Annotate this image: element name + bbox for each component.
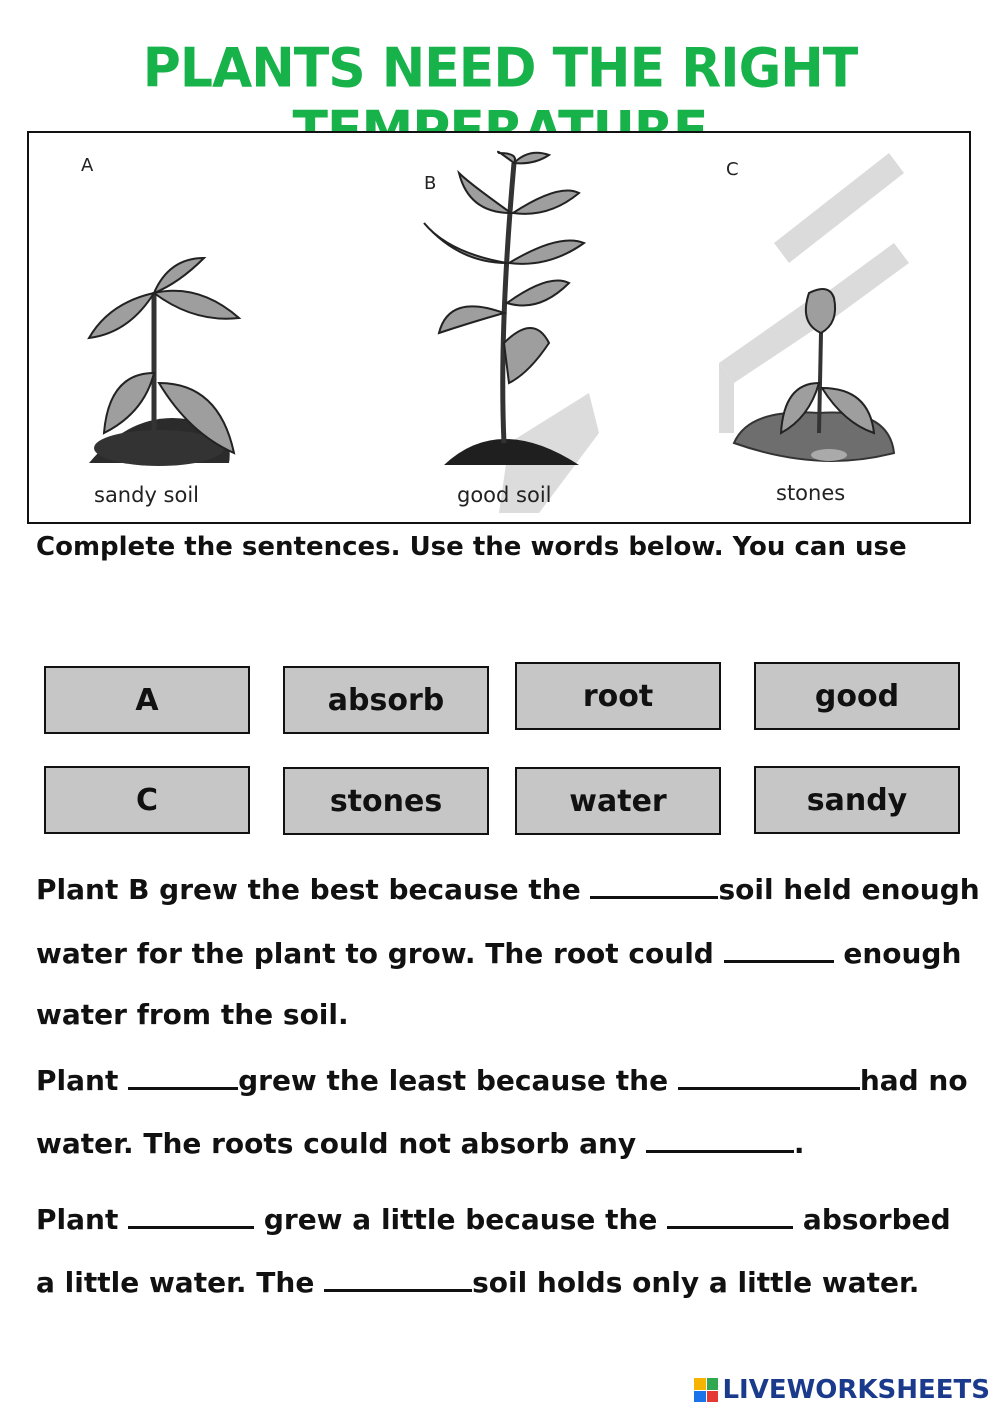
sentence-text: enough: [833, 937, 962, 970]
sentence-1-line-1: [36, 870, 980, 906]
sentence-1-line-3: water from the soil.: [36, 998, 349, 1031]
sentence-text: .: [793, 1127, 805, 1160]
blank-2[interactable]: [724, 934, 834, 963]
blank-3[interactable]: [128, 1061, 238, 1090]
panel-letter-c: C: [726, 159, 739, 180]
caption-sandy-soil: sandy soil: [94, 483, 200, 507]
sentence-2-line-1: [36, 1061, 968, 1097]
sentence-text: a little water. The: [36, 1266, 325, 1299]
plant-a-drawing: [89, 258, 239, 466]
page-title: PLANTS NEED THE RIGHT: [142, 37, 858, 100]
word-box-good[interactable]: good: [754, 662, 960, 730]
sentence-text: grew a little because the: [254, 1203, 668, 1236]
sentence-text: Plant: [36, 1203, 129, 1236]
caption-good-soil: good soil: [457, 483, 552, 507]
instructions-text: Complete the sentences. Use the words below. You can use: [36, 532, 907, 562]
sentence-text: Plant: [36, 1064, 129, 1097]
blank-8[interactable]: [324, 1263, 472, 1292]
liveworksheets-brand[interactable]: [694, 1375, 990, 1405]
word-box-absorb[interactable]: absorb: [283, 666, 489, 734]
word-box-c[interactable]: C: [44, 766, 250, 834]
word-box-sandy[interactable]: sandy: [754, 766, 960, 834]
plants-illustration: [27, 131, 971, 524]
brand-text: LIVEWORKSHEETS: [722, 1375, 990, 1405]
sentence-text: soil held enough: [718, 873, 980, 906]
sentence-text: grew the least because the: [238, 1064, 678, 1097]
sentence-3-line-2: [36, 1263, 919, 1299]
plant-c-drawing: [734, 289, 894, 461]
panel-letter-a: A: [81, 155, 94, 176]
word-box-water[interactable]: water: [515, 767, 721, 835]
word-box-a[interactable]: A: [44, 666, 250, 734]
sentence-text: had no: [859, 1064, 968, 1097]
sentence-1-line-2: [36, 934, 961, 970]
panel-letter-b: B: [424, 173, 437, 194]
sentence-text: absorbed: [793, 1203, 951, 1236]
brand-logo-icon: [694, 1378, 718, 1402]
sentence-2-line-2: [36, 1124, 805, 1160]
blank-1[interactable]: [590, 870, 718, 899]
sentence-text: water. The roots could not absorb any: [36, 1127, 646, 1160]
word-box-root[interactable]: root: [515, 662, 721, 730]
sentence-text: Plant B grew the best because the: [36, 873, 591, 906]
blank-5[interactable]: [646, 1124, 794, 1153]
caption-stones: stones: [776, 481, 846, 505]
sentence-text: soil holds only a little water.: [472, 1266, 920, 1299]
blank-6[interactable]: [128, 1200, 254, 1229]
sentence-3-line-1: [36, 1200, 951, 1236]
sentence-text: water for the plant to grow. The root could: [36, 937, 724, 970]
word-box-stones[interactable]: stones: [283, 767, 489, 835]
blank-4[interactable]: [678, 1061, 860, 1090]
blank-7[interactable]: [667, 1200, 793, 1229]
plants-drawing: [29, 133, 969, 522]
